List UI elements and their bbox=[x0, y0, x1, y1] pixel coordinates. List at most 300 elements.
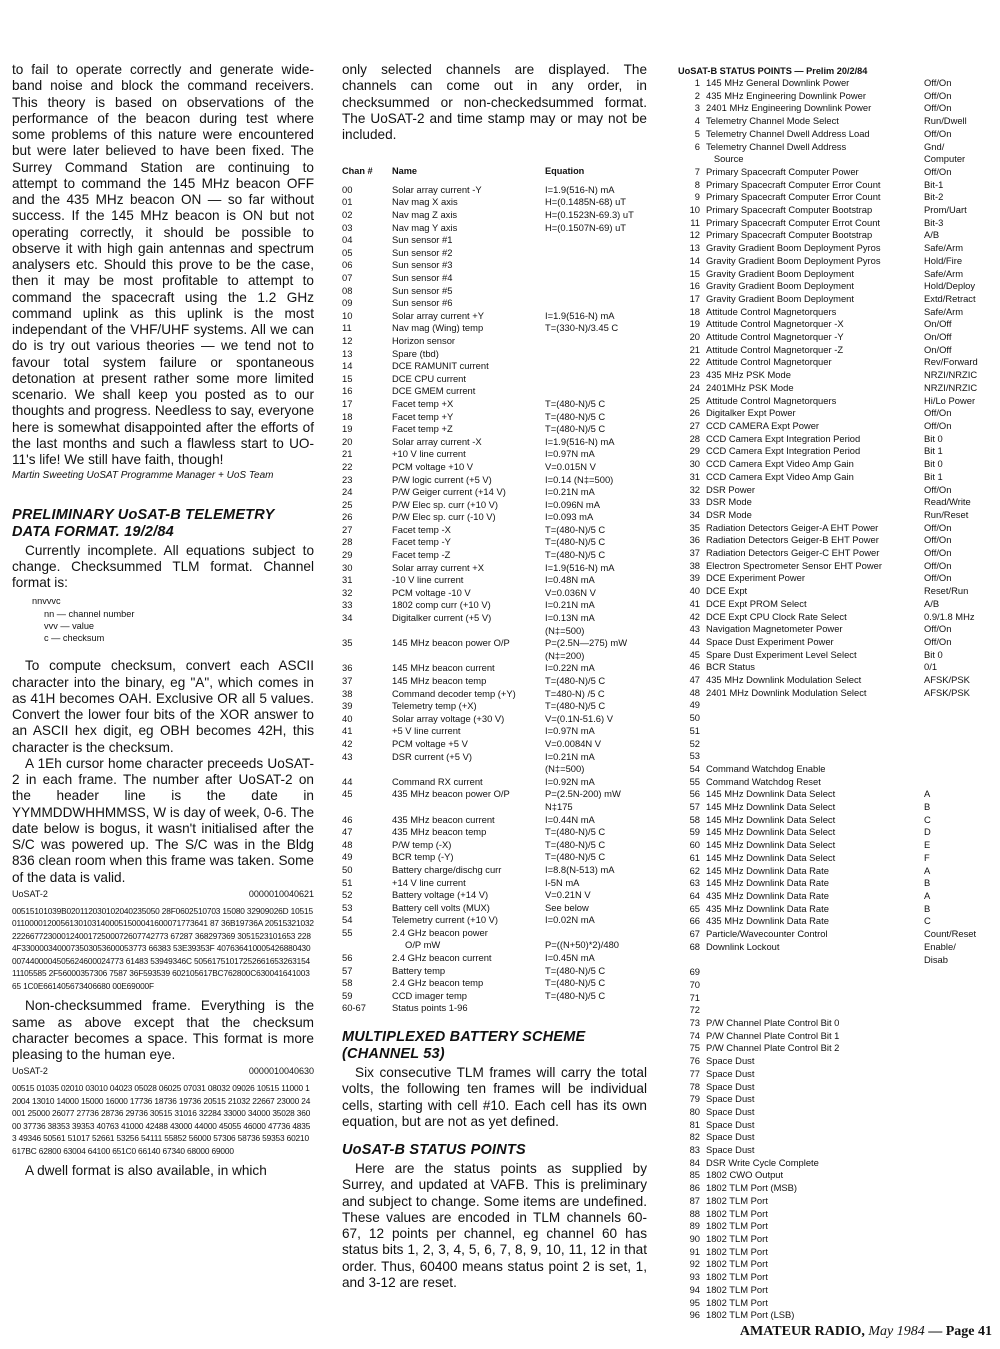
channel-table bbox=[342, 165, 634, 1015]
channel-row bbox=[342, 436, 634, 449]
chan-number: 20 bbox=[342, 435, 353, 447]
status-values: Bit 0 bbox=[924, 458, 943, 470]
status-name: Spare Dust Experiment Level Select bbox=[706, 648, 857, 660]
status-number: 54 bbox=[689, 762, 700, 774]
status-number: 7 bbox=[694, 165, 700, 177]
status-row bbox=[678, 331, 978, 344]
status-name: DSR Mode bbox=[706, 508, 752, 520]
status-row bbox=[678, 865, 978, 878]
status-name: DCE Expt bbox=[706, 585, 748, 597]
channel-row bbox=[342, 448, 634, 461]
chan-name: Sun sensor #4 bbox=[392, 272, 453, 283]
status-values: 0.9/1.8 MHz bbox=[924, 610, 975, 622]
status-row bbox=[678, 1106, 978, 1119]
status-row bbox=[678, 941, 978, 954]
channel-row bbox=[342, 285, 634, 298]
column-right bbox=[678, 66, 986, 1322]
status-number: 63 bbox=[689, 877, 700, 889]
status-name: Space Dust bbox=[706, 1067, 755, 1079]
chan-equation bbox=[545, 348, 634, 361]
chan-number bbox=[342, 650, 392, 663]
status-name bbox=[700, 750, 924, 763]
chan-name: Facet temp +X bbox=[392, 397, 454, 409]
chan-equation: I=0.02N mA bbox=[545, 914, 595, 926]
non-checksummed-paragraph: Non-checksummed frame. Everything is the same as above except that the checksum character becomes a space. This format is more pleasing to the human eye. bbox=[12, 998, 314, 1063]
channel-row bbox=[342, 788, 634, 801]
status-number: 35 bbox=[689, 521, 700, 533]
status-number: 29 bbox=[689, 445, 700, 457]
status-row bbox=[678, 890, 978, 903]
status-name: 1802 TLM Port bbox=[706, 1245, 768, 1257]
status-row bbox=[678, 166, 978, 179]
status-number: 42 bbox=[689, 610, 700, 622]
status-name: 145 MHz Downlink Data Select bbox=[706, 839, 836, 851]
chan-name: Telemetry temp (+X) bbox=[392, 700, 477, 712]
channel-row bbox=[342, 927, 634, 940]
chan-name: Sun sensor #6 bbox=[392, 297, 453, 309]
status-values bbox=[924, 1004, 978, 1017]
channel-row bbox=[342, 889, 634, 902]
chan-equation bbox=[545, 247, 634, 260]
status-name: 435 MHz Downlink Modulation Select bbox=[706, 674, 862, 686]
status-row bbox=[678, 382, 978, 395]
status-values bbox=[924, 1220, 978, 1233]
format-vvv: vvv — value bbox=[44, 620, 95, 631]
channel-row bbox=[342, 373, 634, 386]
status-row bbox=[678, 268, 978, 281]
status-name: Attitude Control Magnetorquer -Y bbox=[706, 331, 844, 343]
status-number: 20 bbox=[689, 331, 700, 343]
channel-row bbox=[342, 499, 634, 512]
format-intro: Currently incomplete. All equations subject to change. Checksummed TLM format. Channel format is: bbox=[12, 542, 314, 590]
status-number: 46 bbox=[689, 661, 700, 673]
status-values: Off/On bbox=[924, 559, 952, 571]
chan-number: 30 bbox=[342, 561, 353, 573]
status-values bbox=[924, 776, 978, 789]
status-name: Attitude Control Magnetorquer bbox=[706, 356, 832, 368]
chan-number bbox=[342, 801, 392, 814]
status-number: 83 bbox=[689, 1144, 700, 1156]
status-name: 145 MHz Downlink Data Select bbox=[706, 813, 836, 825]
chan-name: 2.4 GHz beacon current bbox=[392, 952, 492, 964]
chan-equation bbox=[545, 385, 634, 398]
status-number: 68 bbox=[689, 940, 700, 952]
status-row bbox=[678, 903, 978, 916]
status-row bbox=[678, 826, 978, 839]
status-row bbox=[678, 77, 978, 90]
status-values bbox=[924, 1233, 978, 1246]
chan-name: Sun sensor #2 bbox=[392, 246, 453, 258]
chan-name: PCM voltage -10 V bbox=[392, 586, 471, 598]
status-number: 60 bbox=[689, 839, 700, 851]
status-number: 28 bbox=[689, 432, 700, 444]
status-number: 26 bbox=[689, 407, 700, 419]
status-row bbox=[678, 369, 978, 382]
channel-row bbox=[342, 625, 634, 638]
status-number: 32 bbox=[689, 483, 700, 495]
status-number: 40 bbox=[689, 585, 700, 597]
status-values: Run/Dwell bbox=[924, 115, 967, 127]
status-row bbox=[678, 1030, 978, 1043]
status-row bbox=[678, 725, 978, 738]
status-name: Particle/Wavecounter Control bbox=[706, 928, 828, 940]
status-name: Primary Spacecraft Computer Error Count bbox=[706, 191, 881, 203]
chan-name: Facet temp +Z bbox=[392, 423, 453, 435]
chan-equation: H=(0.1507N-69) uT bbox=[545, 221, 627, 233]
chan-equation: V=(0.1N-51.6) V bbox=[545, 712, 614, 724]
status-values: Prom/Uart bbox=[924, 204, 967, 216]
status-number: 30 bbox=[689, 458, 700, 470]
status-values: B bbox=[924, 877, 931, 889]
status-values: Gnd/ bbox=[924, 140, 945, 152]
status-number: 73 bbox=[689, 1017, 700, 1029]
status-values bbox=[924, 738, 978, 751]
status-number: 86 bbox=[689, 1182, 700, 1194]
status-name: Command Watchdog Reset bbox=[706, 775, 821, 787]
chan-name: Sun sensor #3 bbox=[392, 259, 453, 271]
status-number: 22 bbox=[689, 356, 700, 368]
status-values: Read/Write bbox=[924, 496, 971, 508]
chan-name: 2.4 GHz beacon temp bbox=[392, 977, 484, 989]
status-name bbox=[700, 979, 924, 992]
chan-equation: P=(2.5N-200) mW bbox=[545, 788, 621, 800]
status-number: 64 bbox=[689, 890, 700, 901]
status-values bbox=[924, 1271, 978, 1284]
status-values: E bbox=[924, 839, 931, 851]
channel-row bbox=[342, 612, 634, 625]
status-name: Digitalker Expt Power bbox=[706, 407, 796, 419]
status-values: Off/On bbox=[924, 547, 952, 559]
chan-number: 21 bbox=[342, 448, 353, 460]
chan-equation bbox=[545, 335, 634, 348]
status-number: 9 bbox=[694, 191, 700, 203]
status-number: 77 bbox=[689, 1067, 700, 1079]
status-number: 58 bbox=[689, 813, 700, 825]
status-number: 80 bbox=[689, 1105, 700, 1117]
status-values: A bbox=[924, 890, 931, 901]
status-values bbox=[924, 1119, 978, 1132]
chan-number: 58 bbox=[342, 977, 353, 989]
status-row bbox=[678, 1081, 978, 1094]
status-name: DCE Expt CPU Clock Rate Select bbox=[706, 610, 847, 622]
chan-name: Solar array current +Y bbox=[392, 309, 484, 321]
status-number: 18 bbox=[689, 305, 700, 317]
chan-number: 01 bbox=[342, 196, 353, 208]
status-name: Radiation Detectors Geiger-B EHT Power bbox=[706, 534, 879, 546]
status-name: CCD Camera Expt Integration Period bbox=[706, 432, 861, 444]
status-number: 33 bbox=[689, 496, 700, 508]
status-values: Bit 0 bbox=[924, 648, 943, 660]
status-name: BCR Status bbox=[706, 661, 755, 673]
status-number: 91 bbox=[689, 1245, 700, 1257]
status-values: Computer bbox=[924, 153, 966, 165]
chan-equation: I=0.22N mA bbox=[545, 662, 595, 674]
status-number: 23 bbox=[689, 369, 700, 381]
channel-row bbox=[342, 385, 634, 398]
channel-row bbox=[342, 914, 634, 927]
status-name: Gravity Gradient Boom Deployment Pyros bbox=[706, 242, 881, 254]
status-name: 1802 TLM Port bbox=[706, 1271, 768, 1283]
status-name: Space Dust bbox=[706, 1144, 755, 1156]
chan-name: 2.4 GHz beacon power bbox=[392, 926, 488, 938]
status-values: Off/On bbox=[924, 102, 952, 114]
channel-row bbox=[342, 322, 634, 335]
chan-equation bbox=[545, 234, 634, 247]
channel-row bbox=[342, 751, 634, 764]
chan-number: 24 bbox=[342, 486, 353, 498]
status-row bbox=[678, 1004, 978, 1017]
chan-equation: See below bbox=[545, 901, 589, 913]
chan-name: Spare (tbd) bbox=[392, 347, 439, 359]
chan-name: P/W temp (-X) bbox=[392, 838, 452, 850]
chan-name: Solar array voltage (+30 V) bbox=[392, 712, 505, 724]
status-number: 11 bbox=[690, 216, 700, 228]
status-number: 19 bbox=[689, 318, 700, 330]
status-row bbox=[678, 992, 978, 1005]
article-text bbox=[12, 62, 314, 485]
dump2-stamp: 0000010040630 bbox=[248, 1066, 314, 1077]
status-name: 1802 TLM Port (MSB) bbox=[706, 1182, 798, 1194]
chan-equation: I=0.48N mA bbox=[545, 574, 595, 586]
chan-equation: T=(480-N)/5 C bbox=[545, 851, 606, 863]
channel-row bbox=[342, 738, 634, 751]
status-number: 52 bbox=[689, 737, 700, 749]
status-number: 78 bbox=[689, 1080, 700, 1092]
status-values: Off/On bbox=[924, 77, 952, 88]
chan-name: +5 V line current bbox=[392, 725, 461, 737]
status-values: Bit-1 bbox=[924, 178, 944, 190]
chan-name bbox=[392, 763, 545, 776]
channel-row bbox=[342, 826, 634, 839]
status-row bbox=[678, 674, 978, 687]
status-table bbox=[678, 77, 978, 1322]
battery-scheme-heading: MULTIPLEXED BATTERY SCHEME (CHANNEL 53) bbox=[342, 1029, 586, 1063]
status-values bbox=[924, 1042, 978, 1055]
status-values bbox=[924, 1144, 978, 1157]
channel-row bbox=[342, 574, 634, 587]
status-number: 75 bbox=[689, 1042, 700, 1054]
chan-name: P/W logic current (+5 V) bbox=[392, 473, 492, 485]
chan-equation: I=0.13N mA bbox=[545, 612, 595, 624]
status-row bbox=[678, 611, 978, 624]
chan-equation: I=0.92N mA bbox=[545, 775, 595, 787]
chan-equation: V=0.015N V bbox=[545, 460, 596, 472]
dwell-paragraph: A dwell format is also available, in which bbox=[25, 1163, 267, 1179]
status-values: Off/On bbox=[924, 635, 952, 647]
status-name: 145 MHz Downlink Data Select bbox=[706, 826, 836, 838]
chan-equation bbox=[545, 297, 634, 310]
chan-name: Facet temp -X bbox=[392, 523, 451, 535]
status-values bbox=[924, 725, 978, 738]
chan-equation: T=(480-N)/5 C bbox=[545, 536, 606, 548]
chan-number: 28 bbox=[342, 536, 353, 548]
status-name: 1802 TLM Port bbox=[706, 1220, 768, 1232]
status-row bbox=[678, 242, 978, 255]
chan-number: 06 bbox=[342, 259, 353, 271]
channel-row bbox=[342, 474, 634, 487]
status-number: 93 bbox=[689, 1271, 700, 1283]
channel-row bbox=[342, 398, 634, 411]
status-values: Reset/Run bbox=[924, 585, 969, 597]
status-values: Bit 0 bbox=[924, 432, 943, 444]
chan-equation: (N‡=200) bbox=[545, 649, 585, 661]
chan-number: 12 bbox=[342, 334, 353, 346]
status-number: 82 bbox=[689, 1131, 700, 1143]
chan-name: DCE CPU current bbox=[392, 372, 466, 384]
status-name: Attitude Control Magnetorquer -Z bbox=[706, 343, 844, 355]
status-name: Space Dust bbox=[706, 1093, 755, 1105]
chan-name: P/W Elec sp. curr (-10 V) bbox=[392, 511, 496, 523]
status-number: 47 bbox=[689, 674, 700, 686]
status-row bbox=[678, 572, 978, 585]
channel-row bbox=[342, 851, 634, 864]
chan-number: 35 bbox=[342, 637, 353, 649]
status-number: 66 bbox=[689, 915, 700, 927]
chan-name: Command RX current bbox=[392, 775, 483, 787]
chan-equation: T=(480-N)/5 C bbox=[545, 700, 606, 712]
chan-number: 34 bbox=[342, 612, 353, 624]
dump2-name: UoSAT-2 bbox=[12, 1066, 48, 1077]
chan-name: Facet temp +Y bbox=[392, 410, 454, 422]
status-row bbox=[678, 1195, 978, 1208]
status-number: 41 bbox=[689, 597, 700, 609]
status-number: 15 bbox=[689, 267, 700, 279]
channel-row bbox=[342, 196, 634, 209]
channel-row bbox=[342, 234, 634, 247]
status-row bbox=[678, 280, 978, 293]
status-name: CCD Camera Expt Video Amp Gain bbox=[706, 470, 854, 482]
chan-equation: (N‡=500) bbox=[545, 624, 585, 636]
chan-equation: I=1.9(516-N) mA bbox=[545, 183, 615, 195]
channel-row bbox=[342, 348, 634, 361]
status-values: NRZI/NRZIC bbox=[924, 369, 978, 381]
status-number: 88 bbox=[689, 1207, 700, 1219]
chan-name: 435 MHz beacon temp bbox=[392, 826, 487, 838]
chan-equation: T=480-N) /5 C bbox=[545, 687, 605, 699]
status-values bbox=[924, 1246, 978, 1259]
dump1-name: UoSAT-2 bbox=[12, 888, 48, 899]
status-row bbox=[678, 484, 978, 497]
chan-number: 38 bbox=[342, 687, 353, 699]
status-values: Hi/Lo Power bbox=[924, 394, 976, 406]
chan-equation bbox=[545, 272, 634, 285]
status-values: Run/Reset bbox=[924, 508, 969, 520]
status-values: On/Off bbox=[924, 343, 952, 355]
chan-name: DSR current (+5 V) bbox=[392, 750, 472, 762]
chan-name: P/W Geiger current (+14 V) bbox=[392, 486, 506, 498]
status-number: 38 bbox=[689, 559, 700, 571]
status-row bbox=[678, 954, 978, 967]
status-row bbox=[678, 1246, 978, 1259]
status-name bbox=[700, 712, 924, 725]
status-values: Hold/Fire bbox=[924, 254, 963, 266]
channel-row bbox=[342, 763, 634, 776]
status-number: 27 bbox=[689, 419, 700, 431]
signature: Martin Sweeting UoSAT Programme Manager + UoS Team bbox=[12, 470, 274, 482]
status-values bbox=[924, 1106, 978, 1119]
status-name: 1802 TLM Port bbox=[706, 1194, 768, 1206]
chan-name: Status points 1-96 bbox=[392, 1002, 468, 1014]
status-row bbox=[678, 966, 978, 979]
status-values: F bbox=[924, 851, 930, 863]
chan-name: Battery charge/dischg curr bbox=[392, 863, 502, 875]
status-name: 1802 TLM Port bbox=[706, 1258, 768, 1270]
status-values bbox=[924, 992, 978, 1005]
status-number: 24 bbox=[689, 381, 700, 393]
status-values: Bit-2 bbox=[924, 191, 944, 203]
chan-number: 56 bbox=[342, 952, 353, 964]
channel-row bbox=[342, 952, 634, 965]
status-row bbox=[678, 1119, 978, 1132]
status-number: 2 bbox=[694, 89, 700, 101]
status-row bbox=[678, 1297, 978, 1310]
status-rows bbox=[678, 77, 978, 1322]
chan-number: 22 bbox=[342, 460, 353, 472]
chan-name: 145 MHz beacon power O/P bbox=[392, 637, 510, 649]
status-values: Safe/Arm bbox=[924, 242, 964, 254]
chan-number: 43 bbox=[342, 750, 353, 762]
status-row bbox=[678, 1309, 978, 1322]
status-row bbox=[678, 547, 978, 560]
status-row bbox=[678, 1068, 978, 1081]
chan-equation: I=1.9(516-N) mA bbox=[545, 561, 615, 573]
channel-row bbox=[342, 650, 634, 663]
status-number: 39 bbox=[689, 572, 700, 584]
chan-number: 19 bbox=[342, 423, 353, 435]
status-name: 435 MHz Downlink Data Rate bbox=[706, 890, 829, 901]
chan-name: -10 V line current bbox=[392, 574, 464, 586]
status-row bbox=[678, 293, 978, 306]
status-row bbox=[678, 458, 978, 471]
status-number: 51 bbox=[689, 724, 700, 736]
status-row bbox=[678, 534, 978, 547]
channel-row bbox=[342, 877, 634, 890]
status-values: Enable/ bbox=[924, 940, 956, 952]
status-row bbox=[678, 407, 978, 420]
status-name: Downlink Lockout bbox=[706, 940, 780, 952]
chan-number: 11 bbox=[342, 322, 352, 334]
status-name: P/W Channel Plate Control Bit 2 bbox=[706, 1042, 840, 1054]
chan-number: 53 bbox=[342, 901, 353, 913]
channel-row bbox=[342, 310, 634, 323]
chan-equation: V=0.21N V bbox=[545, 889, 591, 901]
status-row bbox=[678, 763, 978, 776]
status-name: Telemetry Channel Dwell Address Load bbox=[706, 127, 870, 139]
status-row bbox=[678, 776, 978, 789]
chan-name bbox=[392, 801, 545, 814]
status-name: Radiation Detectors Geiger-C EHT Power bbox=[706, 547, 880, 559]
chan-equation: T=(480-N)/5 C bbox=[545, 523, 606, 535]
status-row bbox=[678, 153, 978, 166]
channel-row bbox=[342, 864, 634, 877]
chan-number: 09 bbox=[342, 297, 353, 309]
status-number: 48 bbox=[689, 686, 700, 698]
status-number: 67 bbox=[689, 928, 700, 940]
status-number: 8 bbox=[694, 178, 700, 190]
channel-row bbox=[342, 725, 634, 738]
channel-row bbox=[342, 776, 634, 789]
channel-row bbox=[342, 511, 634, 524]
status-row bbox=[678, 102, 978, 115]
status-row bbox=[678, 1258, 978, 1271]
chan-name: Telemetry current (+10 V) bbox=[392, 914, 499, 926]
status-name: 145 MHz Downlink Data Rate bbox=[706, 877, 829, 889]
status-name: Primary Spacecraft Computer Bootstrap bbox=[706, 204, 873, 216]
chan-name: Solar array current +X bbox=[392, 561, 484, 573]
chan-name: Sun sensor #5 bbox=[392, 284, 453, 296]
channel-row bbox=[342, 209, 634, 222]
channel-row bbox=[342, 524, 634, 537]
